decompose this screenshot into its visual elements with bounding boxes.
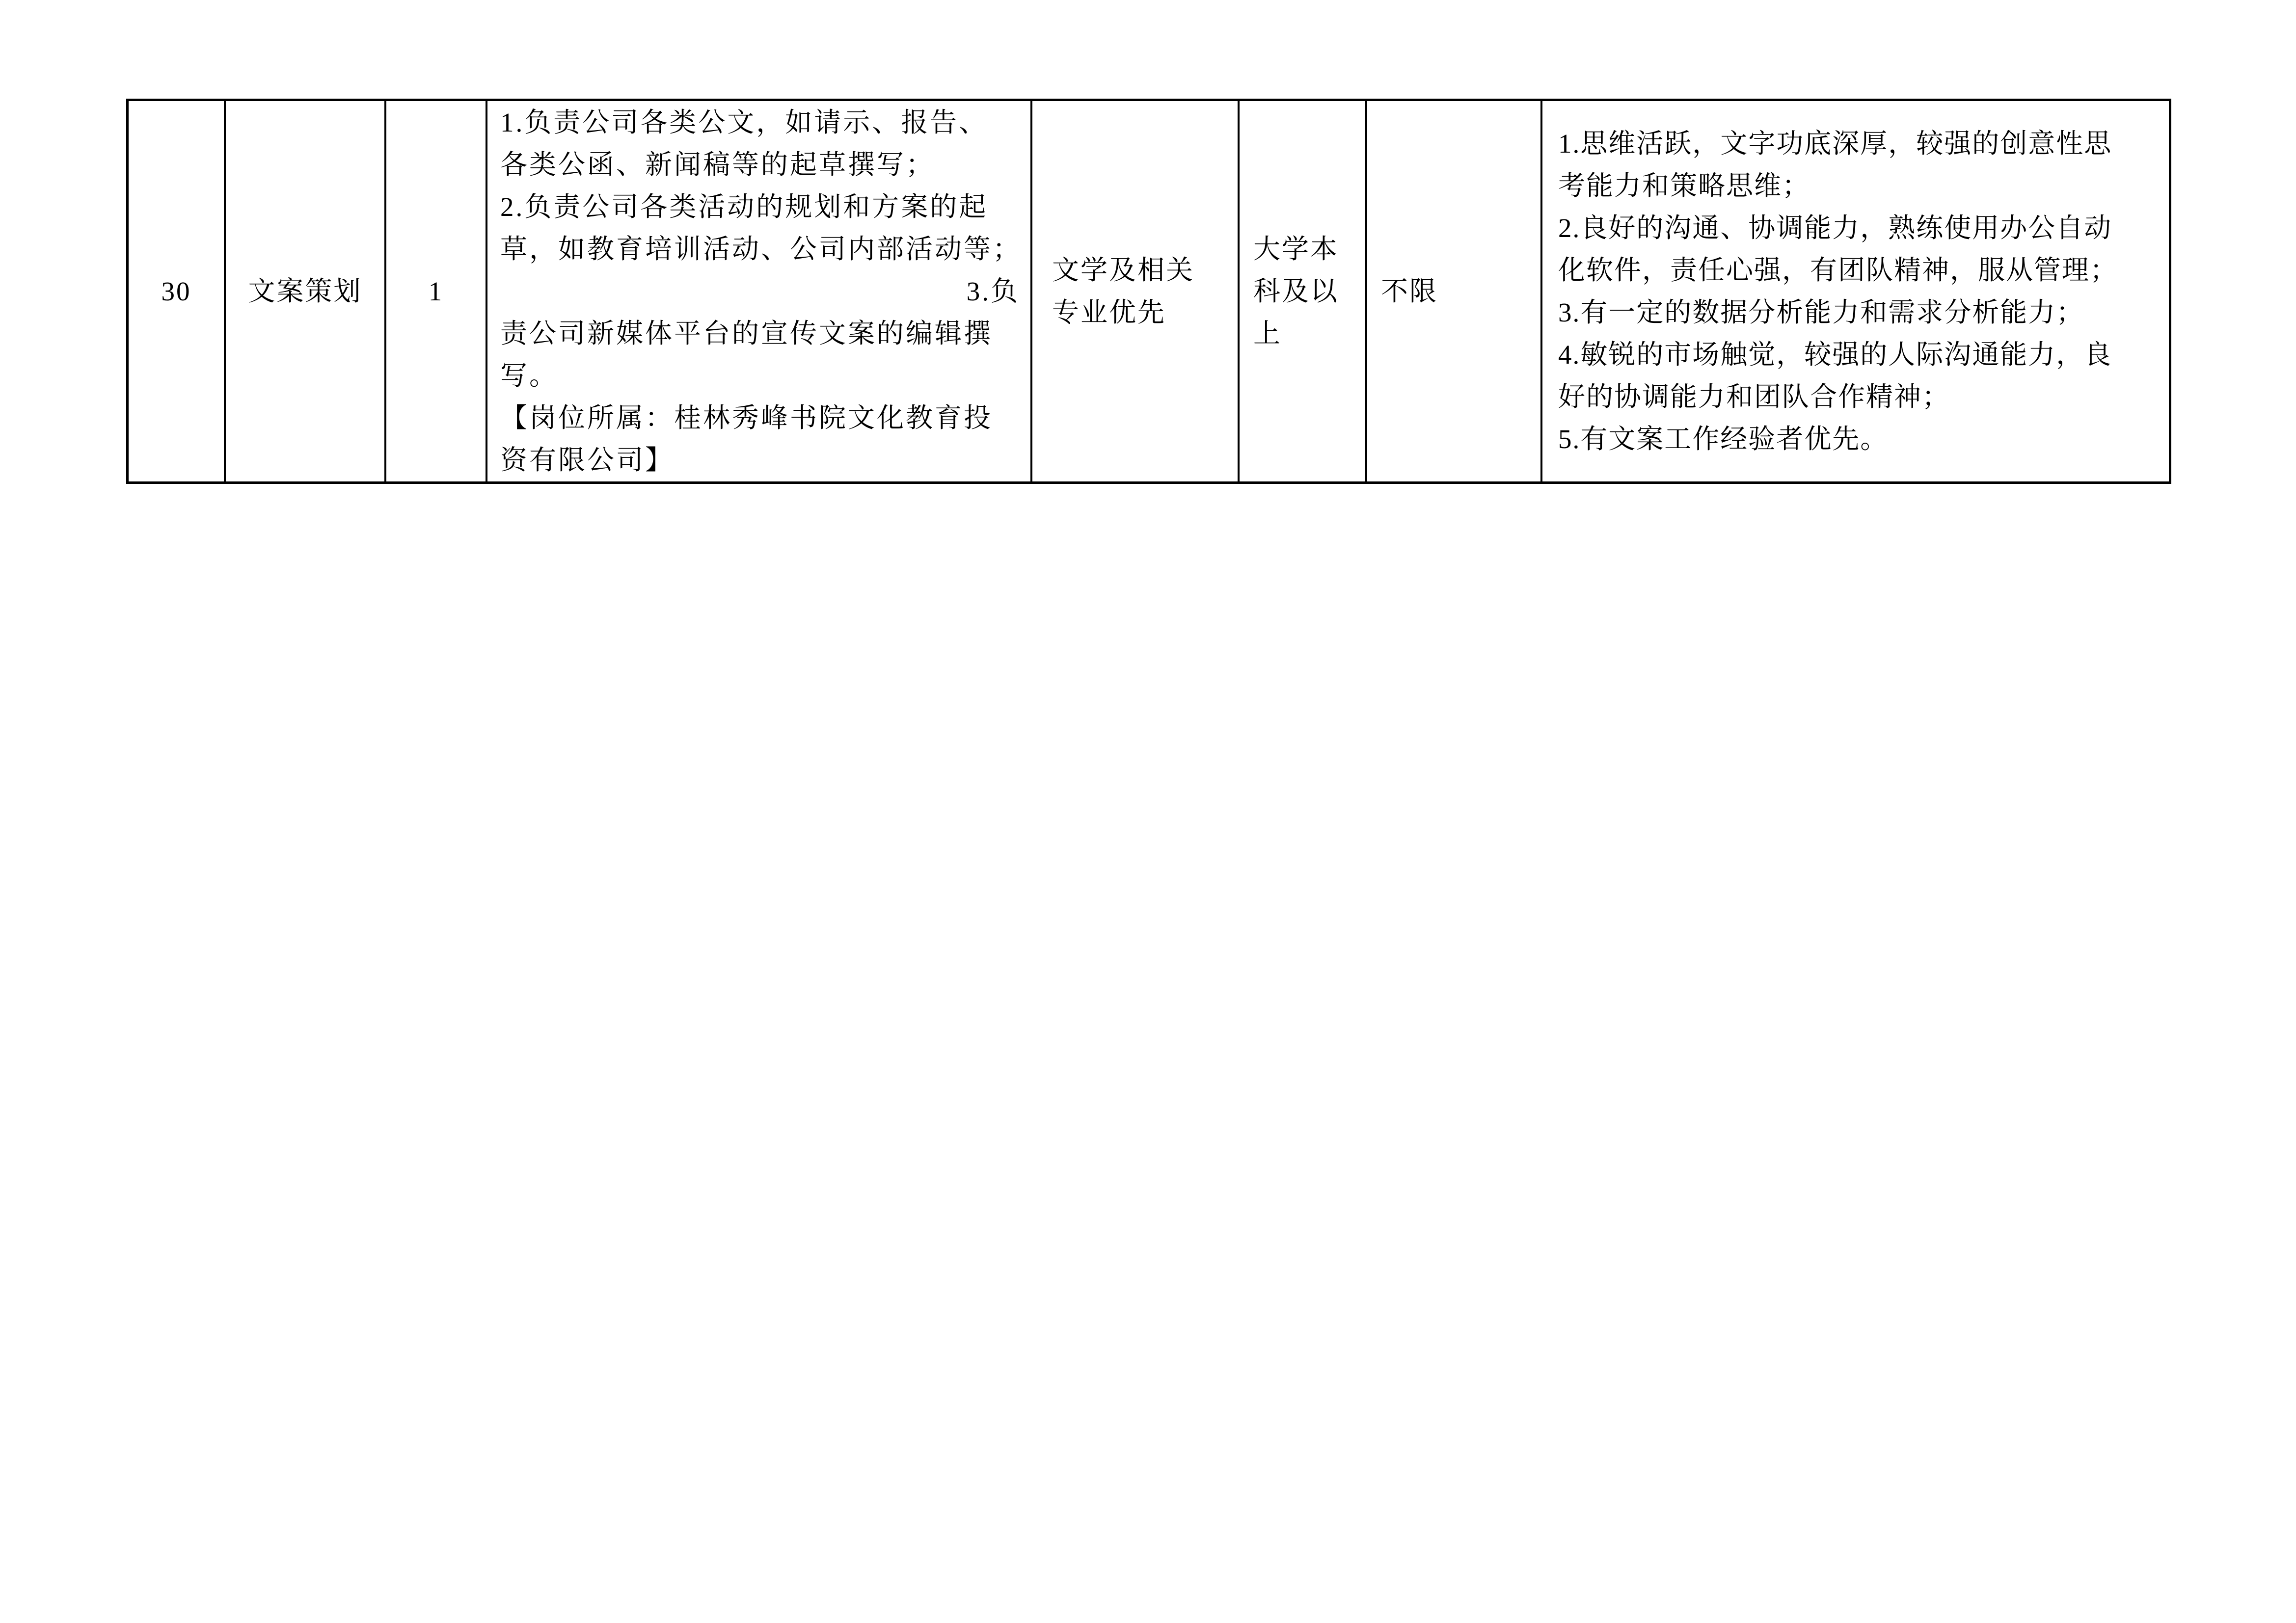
cell-other-limit	[1367, 101, 1542, 481]
qualification-line: 2.良好的沟通、协调能力，熟练使用办公自动	[1558, 213, 2112, 243]
qualification-line: 好的协调能力和团队合作精神；	[1558, 381, 1950, 412]
limit-text: 不限	[1381, 276, 1438, 306]
position-title-text: 文案策划	[248, 276, 362, 306]
major-line: 文学及相关	[1052, 255, 1195, 285]
job-table	[126, 99, 2171, 484]
duties-line: 各类公函、新闻稿等的起草撰写；	[500, 149, 935, 180]
cell-education-requirement	[1240, 101, 1367, 481]
education-line: 上	[1253, 318, 1282, 348]
seq-number-text: 30	[161, 276, 191, 306]
qualification-line: 1.思维活跃，文字功底深厚，较强的创意性思	[1558, 128, 2112, 159]
cell-seq-number	[129, 101, 226, 481]
duties-line: 资有限公司】	[500, 445, 675, 475]
duties-line: 草，如教育培训活动、公司内部活动等；	[500, 234, 1022, 264]
education-line: 大学本	[1253, 234, 1339, 264]
qualification-line: 3.有一定的数据分析能力和需求分析能力；	[1558, 297, 2084, 327]
qualification-line: 5.有文案工作经验者优先。	[1558, 424, 1889, 454]
cell-job-duties	[487, 101, 1032, 481]
cell-headcount	[386, 101, 487, 481]
duties-line: 责公司新媒体平台的宣传文案的编辑撰	[500, 318, 993, 348]
duties-line: 3.负	[966, 276, 1020, 306]
duties-line: 写。	[500, 360, 559, 391]
duties-line: 2.负责公司各类活动的规划和方案的起	[500, 191, 988, 222]
headcount-text: 1	[428, 276, 444, 306]
duties-line: 【岗位所属：桂林秀峰书院文化教育投	[500, 402, 993, 433]
major-line: 专业优先	[1052, 297, 1166, 327]
cell-qualifications	[1542, 101, 2169, 481]
cell-major-requirement	[1032, 101, 1240, 481]
qualification-line: 化软件，责任心强，有团队精神，服从管理；	[1558, 255, 2118, 285]
education-line: 科及以	[1253, 276, 1339, 306]
qualification-line: 4.敏锐的市场触觉，较强的人际沟通能力，良	[1558, 339, 2112, 370]
duties-line: 1.负责公司各类公文，如请示、报告、	[500, 107, 988, 137]
qualification-line: 考能力和策略思维；	[1558, 170, 1810, 201]
cell-position-title	[226, 101, 386, 481]
